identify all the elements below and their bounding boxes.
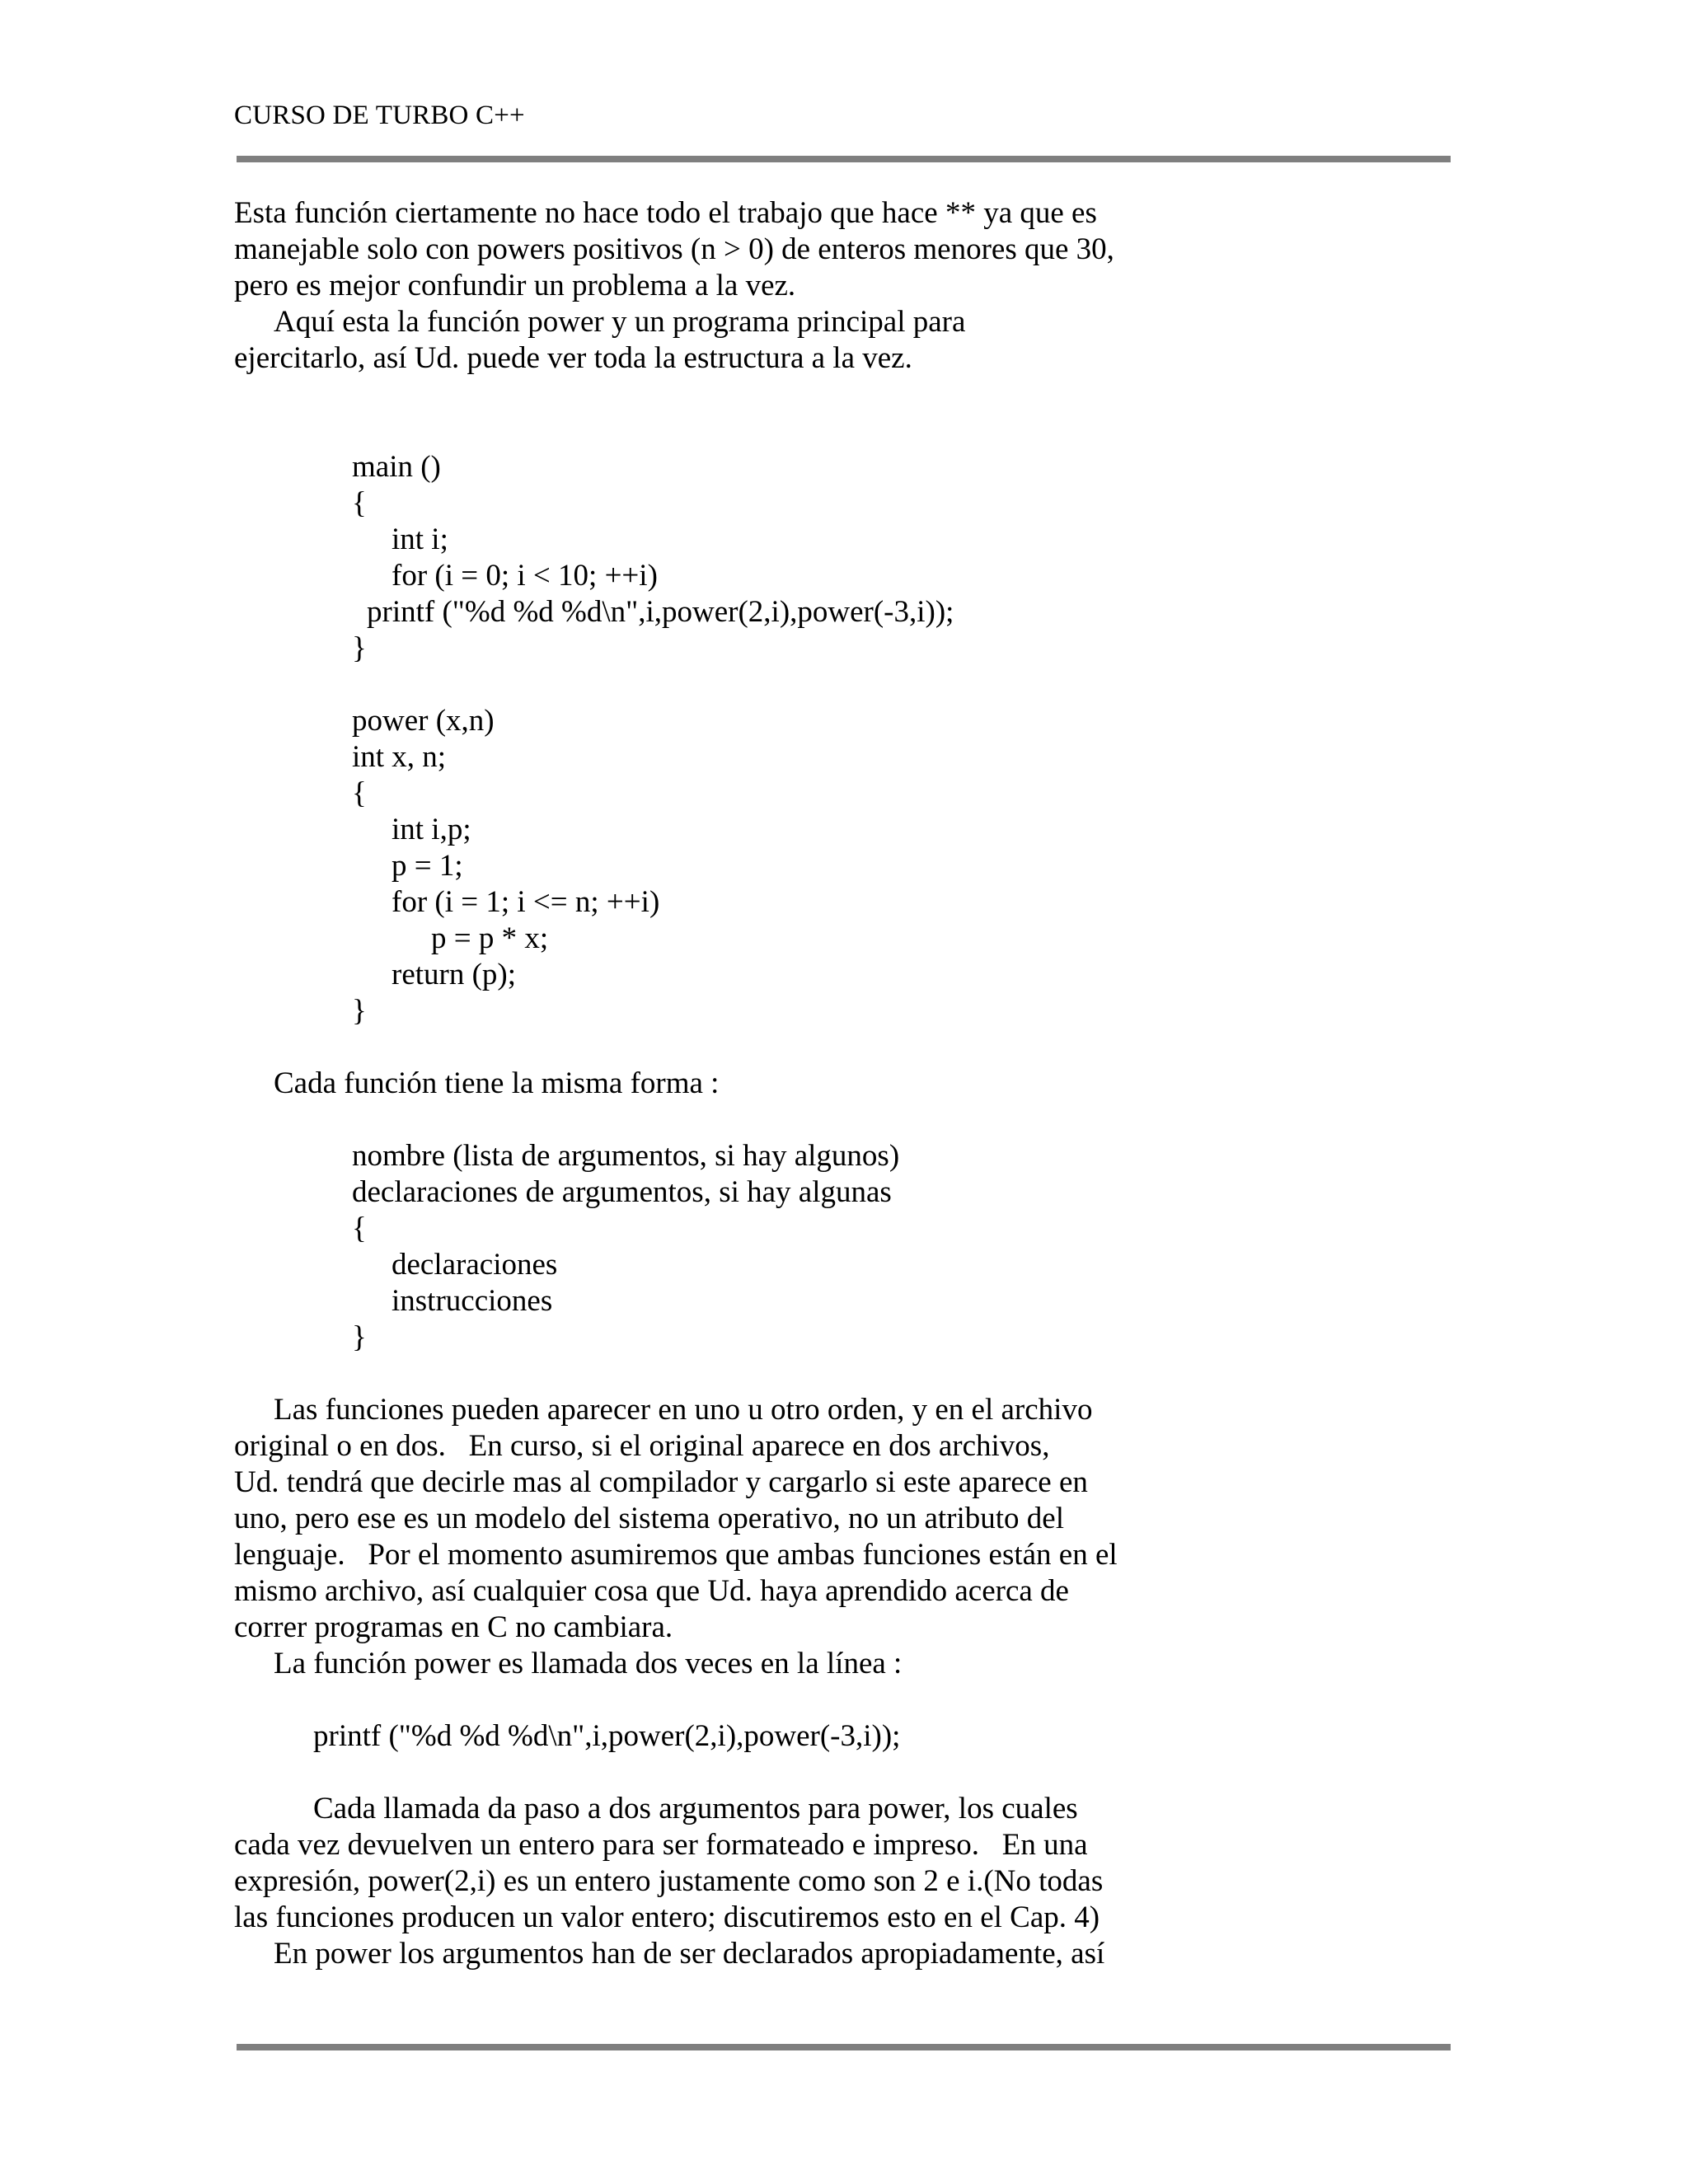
paragraph-line: las funciones producen un valor entero; discutiremos esto en el Cap. 4): [234, 1900, 1100, 1934]
code-line: nombre (lista de argumentos, si hay algunos): [352, 1139, 900, 1173]
code-line: return (p);: [392, 958, 517, 991]
code-line: int i,p;: [392, 813, 471, 846]
code-line: }: [352, 631, 367, 665]
paragraph-line: mismo archivo, así cualquier cosa que Ud. haya aprendido acerca de: [234, 1574, 1069, 1608]
code-line: {: [352, 1212, 367, 1245]
paragraph-line: Esta función ciertamente no hace todo el trabajo que hace ** ya que es: [234, 196, 1097, 230]
code-line: }: [352, 1320, 367, 1354]
paragraph-line: manejable solo con powers positivos (n > 0) de enteros menores que 30,: [234, 232, 1114, 266]
footer-rule: [237, 2044, 1451, 2050]
code-line: declaraciones: [392, 1248, 558, 1282]
paragraph-line: original o en dos. En curso, si el original aparece en dos archivos,: [234, 1429, 1050, 1463]
paragraph-line: cada vez devuelven un entero para ser formateado e impreso. En una: [234, 1828, 1088, 1862]
paragraph-line: lenguaje. Por el momento asumiremos que ambas funciones están en el: [234, 1538, 1118, 1572]
code-line: p = p * x;: [431, 921, 549, 955]
code-line: int i;: [392, 523, 448, 556]
code-line: p = 1;: [392, 849, 463, 883]
paragraph-line: expresión, power(2,i) es un entero justamente como son 2 e i.(No todas: [234, 1864, 1104, 1898]
paragraph-line: La función power es llamada dos veces en la línea :: [274, 1647, 903, 1680]
paragraph-line: En power los argumentos han de ser declarados apropiadamente, así: [274, 1937, 1105, 1971]
code-line: instrucciones: [392, 1284, 553, 1318]
paragraph-line: ejercitarlo, así Ud. puede ver toda la estructura a la vez.: [234, 341, 912, 375]
code-line: {: [352, 486, 367, 520]
running-header-title: CURSO DE TURBO C++: [234, 101, 525, 130]
code-line: declaraciones de argumentos, si hay algunas: [352, 1175, 892, 1209]
header-rule: [237, 156, 1451, 162]
code-line: main (): [352, 450, 441, 484]
code-line: power (x,n): [352, 704, 495, 738]
code-line: }: [352, 994, 367, 1028]
code-line: int x, n;: [352, 740, 447, 774]
code-line: printf ("%d %d %d\n",i,power(2,i),power(-3,i));: [367, 595, 954, 629]
code-line: printf ("%d %d %d\n",i,power(2,i),power(-3,i));: [313, 1719, 901, 1753]
paragraph-line: Cada llamada da paso a dos argumentos para power, los cuales: [313, 1792, 1078, 1825]
code-line: {: [352, 776, 367, 810]
paragraph-line: Ud. tendrá que decirle mas al compilador y cargarlo si este aparece en: [234, 1465, 1088, 1499]
paragraph-line: Las funciones pueden aparecer en uno u otro orden, y en el archivo: [274, 1393, 1093, 1427]
paragraph-line: uno, pero ese es un modelo del sistema operativo, no un atributo del: [234, 1502, 1064, 1535]
paragraph-line: Aquí esta la función power y un programa principal para: [274, 305, 966, 339]
paragraph-line: correr programas en C no cambiara.: [234, 1610, 673, 1644]
code-line: for (i = 1; i <= n; ++i): [392, 885, 660, 919]
paragraph-line: Cada función tiene la misma forma :: [274, 1066, 720, 1100]
code-line: for (i = 0; i < 10; ++i): [392, 559, 658, 593]
paragraph-line: pero es mejor confundir un problema a la vez.: [234, 269, 796, 302]
